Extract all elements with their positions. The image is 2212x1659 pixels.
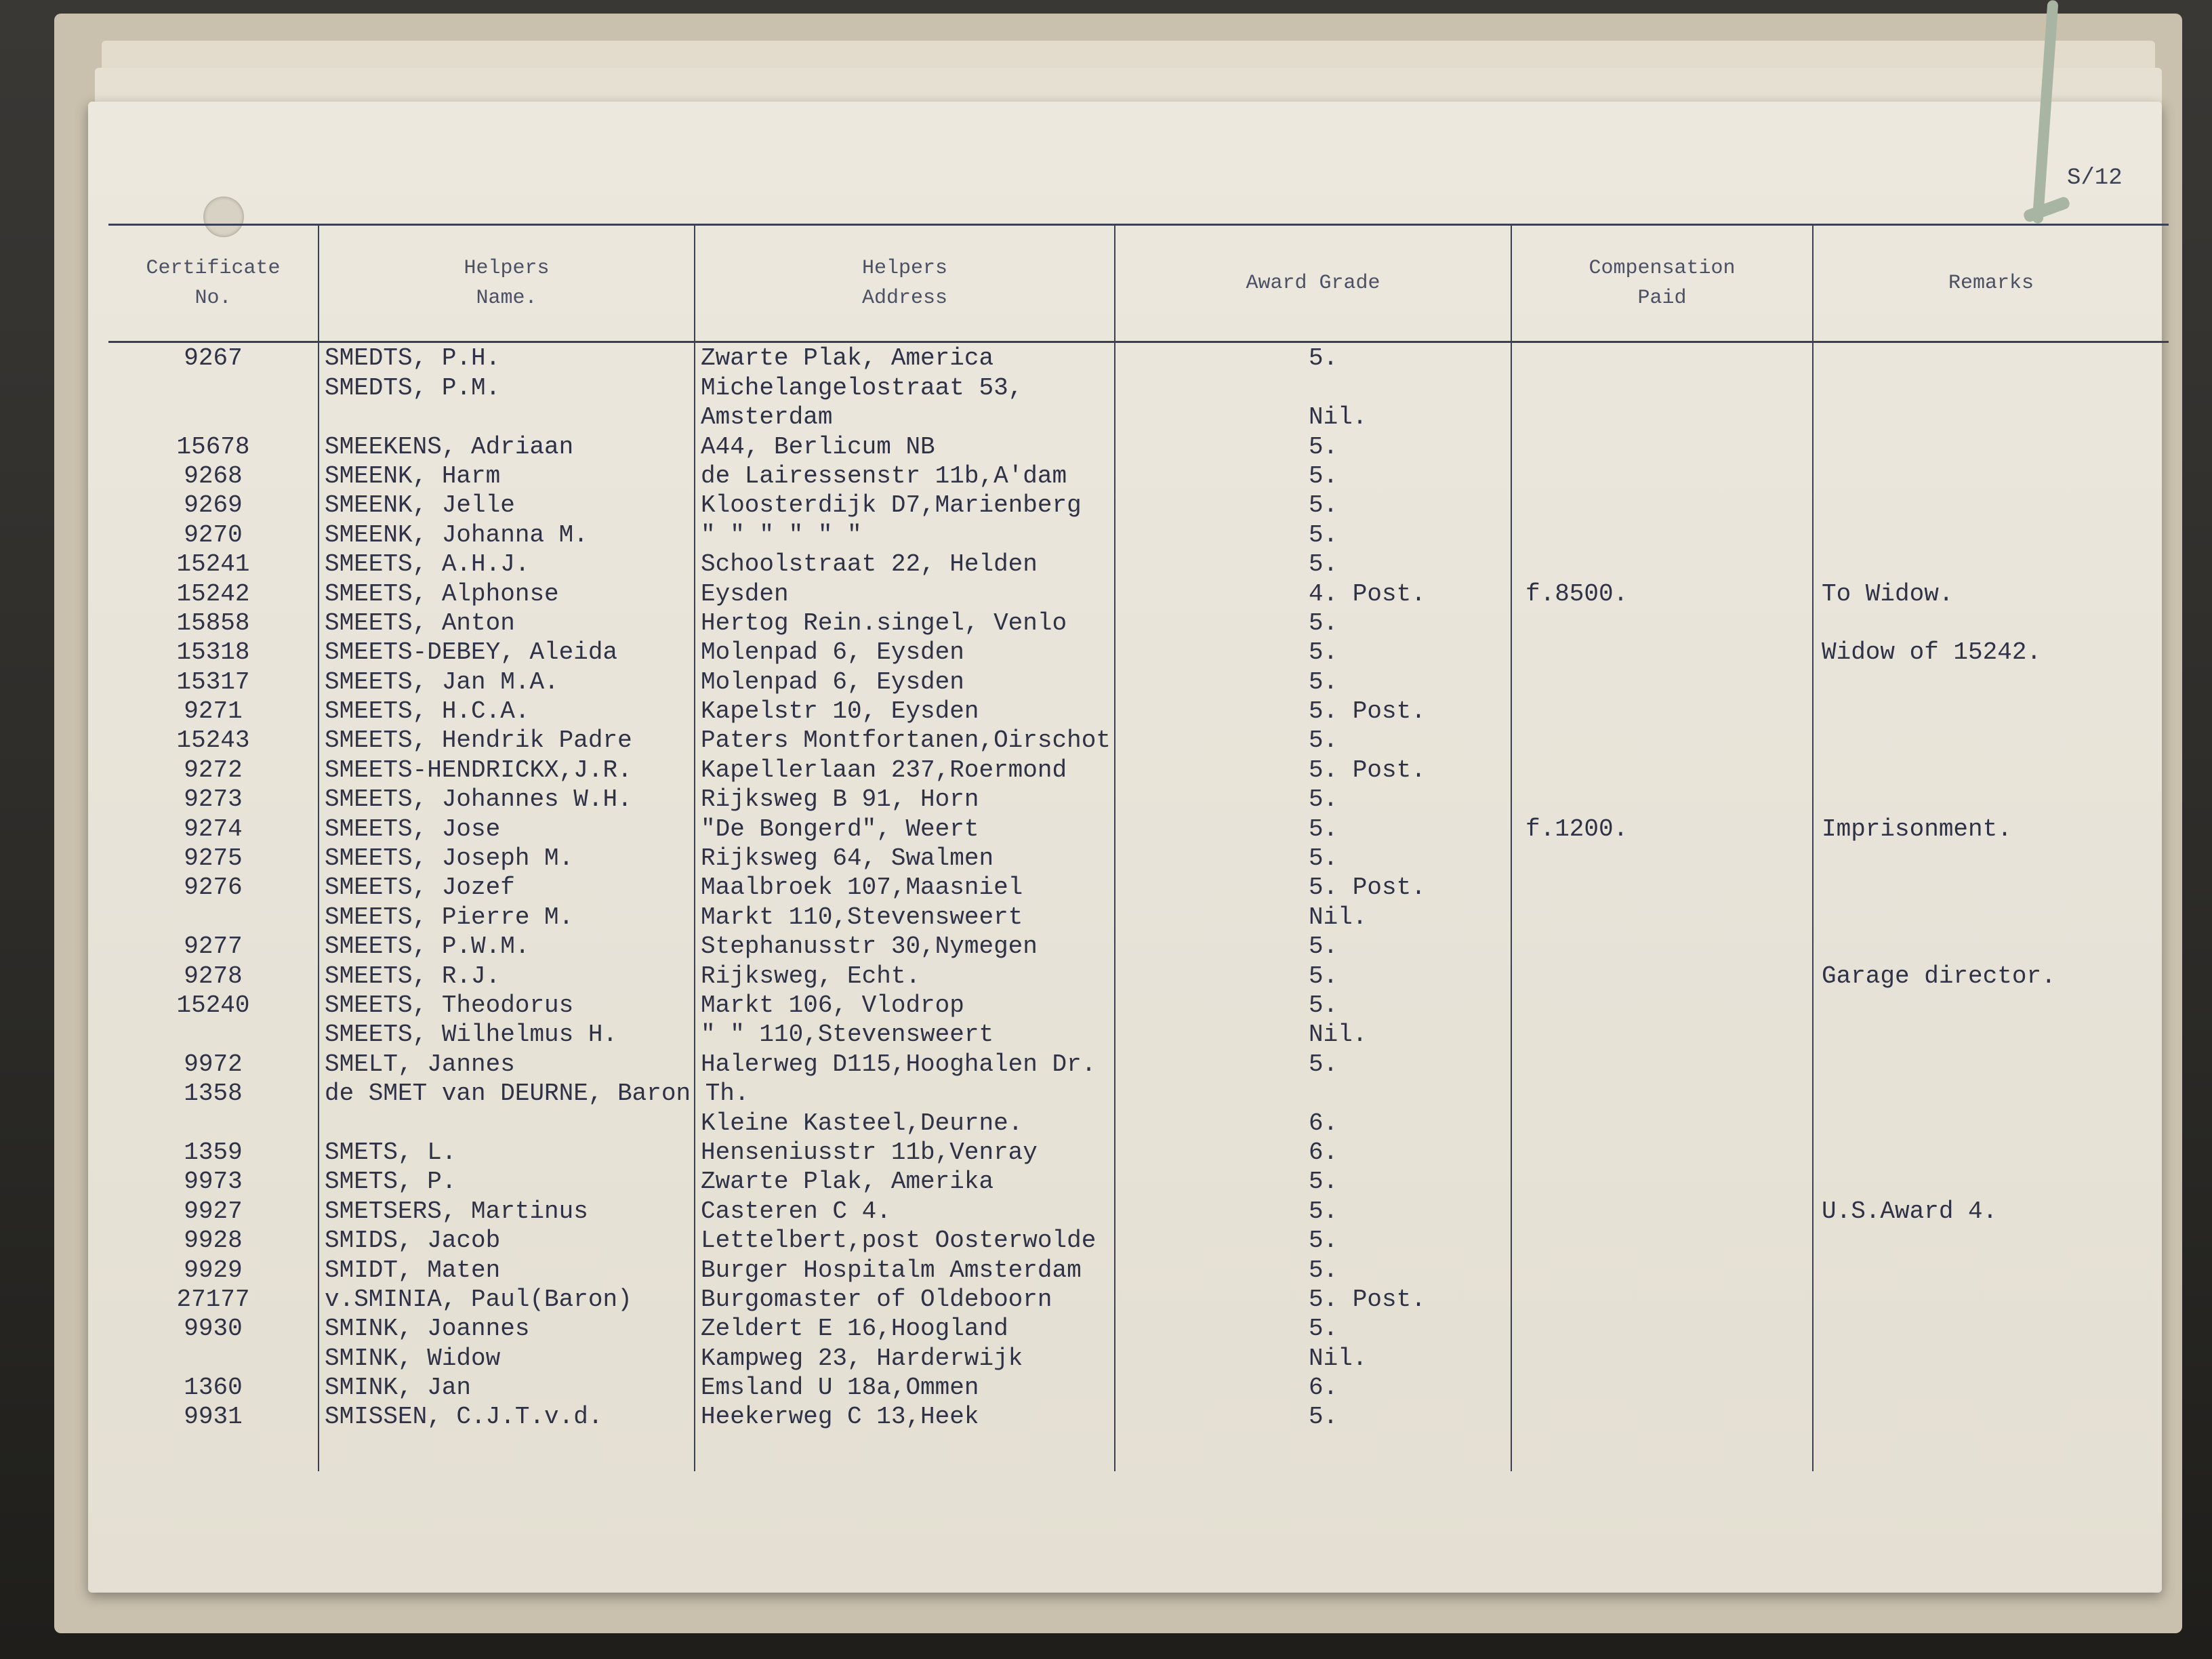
compensation-paid xyxy=(1511,1284,1813,1313)
certificate-number xyxy=(108,1343,319,1372)
compensation-paid xyxy=(1511,1137,1813,1166)
table-row xyxy=(108,784,2169,813)
award-grade: 5. xyxy=(1115,519,1511,548)
empty-cell xyxy=(695,1431,1115,1471)
helper-name: SMEETS-HENDRICKX,J.R. xyxy=(319,754,695,783)
award-grade: 5. xyxy=(1115,960,1511,989)
helper-address: Amsterdam xyxy=(695,402,1115,431)
helper-name: SMETSERS, Martinus xyxy=(319,1195,695,1225)
table-row xyxy=(108,696,2169,725)
helper-address: de Lairessenstr 11b,A'dam xyxy=(695,461,1115,490)
empty-cell xyxy=(1115,1431,1511,1471)
register-rows xyxy=(108,342,2169,1472)
remarks xyxy=(1813,666,2169,695)
award-grade: 5. xyxy=(1115,342,1511,373)
award-grade: 5. xyxy=(1115,1313,1511,1343)
compensation-paid xyxy=(1511,990,1813,1019)
award-grade xyxy=(1115,1078,1511,1107)
award-grade: 6. xyxy=(1115,1372,1511,1401)
award-grade: 5. Post. xyxy=(1115,696,1511,725)
helper-name: SMEETS, R.J. xyxy=(319,960,695,989)
award-grade: 5. xyxy=(1115,431,1511,460)
helper-name: SMEETS-DEBEY, Aleida xyxy=(319,637,695,666)
table-row xyxy=(108,578,2169,607)
helper-name: SMEDTS, P.H. xyxy=(319,342,695,373)
table-row xyxy=(108,725,2169,754)
helper-address: Emsland U 18a,Ommen xyxy=(695,1372,1115,1401)
helper-address: Henseniusstr 11b,Venray xyxy=(695,1137,1115,1166)
helper-address: Rijksweg 64, Swalmen xyxy=(695,843,1115,872)
remarks xyxy=(1813,431,2169,460)
remarks: Imprisonment. xyxy=(1813,813,2169,842)
helper-address: Heekerweg C 13,Heek xyxy=(695,1401,1115,1431)
award-grade: 5. xyxy=(1115,813,1511,842)
remarks xyxy=(1813,872,2169,901)
remarks xyxy=(1813,1313,2169,1343)
helper-name: SMEETS, Pierre M. xyxy=(319,901,695,930)
empty-cell xyxy=(319,1431,695,1471)
table-row xyxy=(108,813,2169,842)
remarks xyxy=(1813,490,2169,519)
compensation-paid xyxy=(1511,1166,1813,1195)
table-row xyxy=(108,990,2169,1019)
helper-name: SMIDT, Maten xyxy=(319,1254,695,1284)
table-row xyxy=(108,901,2169,930)
remarks: Widow of 15242. xyxy=(1813,637,2169,666)
compensation-paid: f.1200. xyxy=(1511,813,1813,842)
award-grade: 5. xyxy=(1115,637,1511,666)
table-row xyxy=(108,843,2169,872)
certificate-number: 9931 xyxy=(184,1403,243,1431)
certificate-number: 15317 xyxy=(176,668,250,696)
certificate-number: 9274 xyxy=(184,815,243,843)
table-row xyxy=(108,402,2169,431)
helper-name: SMEETS, Johannes W.H. xyxy=(319,784,695,813)
helpers-register-table xyxy=(108,224,2169,1471)
award-grade: 5. xyxy=(1115,990,1511,1019)
table-row xyxy=(108,1019,2169,1048)
table-row-spacer xyxy=(108,1431,2169,1471)
compensation-paid xyxy=(1511,931,1813,960)
remarks xyxy=(1813,519,2169,548)
compensation-paid xyxy=(1511,637,1813,666)
compensation-paid xyxy=(1511,402,1813,431)
remarks xyxy=(1813,696,2169,725)
award-grade: 5. xyxy=(1115,1401,1511,1431)
certificate-number: 1359 xyxy=(184,1138,243,1166)
award-grade: Nil. xyxy=(1115,1019,1511,1048)
table-row xyxy=(108,372,2169,401)
compensation-paid xyxy=(1511,696,1813,725)
table-row xyxy=(108,608,2169,637)
helper-name: SMEENK, Johanna M. xyxy=(319,519,695,548)
helper-address: Paters Montfortanen,Oirschot xyxy=(695,725,1115,754)
helper-address: "De Bongerd", Weert xyxy=(695,813,1115,842)
remarks xyxy=(1813,372,2169,401)
certificate-number: 9273 xyxy=(184,785,243,814)
award-grade: 4. Post. xyxy=(1115,578,1511,607)
certificate-number xyxy=(108,372,319,401)
helper-name: SMEETS, Joseph M. xyxy=(319,843,695,872)
helper-address: Markt 106, Vlodrop xyxy=(695,990,1115,1019)
certificate-number: 15678 xyxy=(176,432,250,461)
table-row xyxy=(108,1343,2169,1372)
helper-address: Molenpad 6, Eysden xyxy=(695,637,1115,666)
remarks xyxy=(1813,1284,2169,1313)
compensation-paid xyxy=(1511,1254,1813,1284)
helper-name: SMEETS, P.W.M. xyxy=(319,931,695,960)
compensation-paid xyxy=(1511,342,1813,373)
compensation-paid xyxy=(1511,901,1813,930)
table-row xyxy=(108,342,2169,373)
helper-name: SMEETS, Hendrik Padre xyxy=(319,725,695,754)
helper-address: Halerweg D115,Hooghalen Dr. xyxy=(695,1048,1115,1078)
helper-address: Eysden xyxy=(695,578,1115,607)
remarks xyxy=(1813,725,2169,754)
page-reference: S/12 xyxy=(2067,165,2123,191)
table-row xyxy=(108,872,2169,901)
compensation-paid xyxy=(1511,784,1813,813)
column-header-award-grade: Award Grade xyxy=(1115,225,1511,342)
helper-name xyxy=(319,1107,695,1136)
table-row xyxy=(108,431,2169,460)
award-grade: 5. xyxy=(1115,1254,1511,1284)
award-grade: 5. xyxy=(1115,608,1511,637)
award-grade: 6. xyxy=(1115,1107,1511,1136)
compensation-paid xyxy=(1511,1048,1813,1078)
remarks xyxy=(1813,843,2169,872)
helper-address: Maalbroek 107,Maasniel xyxy=(695,872,1115,901)
certificate-number: 9276 xyxy=(184,874,243,902)
remarks xyxy=(1813,754,2169,783)
helper-name: SMINK, Joannes xyxy=(319,1313,695,1343)
helper-name: SMEETS, Jan M.A. xyxy=(319,666,695,695)
helper-address: " " " " " " xyxy=(695,519,1115,548)
helper-address: Molenpad 6, Eysden xyxy=(695,666,1115,695)
certificate-number xyxy=(108,1019,319,1048)
remarks xyxy=(1813,1166,2169,1195)
remarks xyxy=(1813,1225,2169,1254)
compensation-paid: f.8500. xyxy=(1511,578,1813,607)
remarks xyxy=(1813,1343,2169,1372)
award-grade: Nil. xyxy=(1115,1343,1511,1372)
compensation-paid xyxy=(1511,608,1813,637)
helper-address: Burger Hospitalm Amsterdam xyxy=(695,1254,1115,1284)
award-grade: 5. xyxy=(1115,490,1511,519)
helper-name: SMEEKENS, Adriaan xyxy=(319,431,695,460)
compensation-paid xyxy=(1511,1372,1813,1401)
helper-address: " " 110,Stevensweert xyxy=(695,1019,1115,1048)
remarks: U.S.Award 4. xyxy=(1813,1195,2169,1225)
helper-address: Lettelbert,post Oosterwolde xyxy=(695,1225,1115,1254)
helper-name: SMINK, Widow xyxy=(319,1343,695,1372)
helper-address: Hertog Rein.singel, Venlo xyxy=(695,608,1115,637)
compensation-paid xyxy=(1511,725,1813,754)
award-grade: 5. xyxy=(1115,1195,1511,1225)
certificate-number: 15858 xyxy=(176,609,250,637)
helper-name: SMISSEN, C.J.T.v.d. xyxy=(319,1401,695,1431)
remarks xyxy=(1813,1078,2169,1107)
helper-name: SMEETS, Jozef xyxy=(319,872,695,901)
certificate-number: 9278 xyxy=(184,962,243,990)
remarks xyxy=(1813,608,2169,637)
helper-name: SMEETS, H.C.A. xyxy=(319,696,695,725)
certificate-number: 9928 xyxy=(184,1227,243,1255)
helper-name: SMETS, L. xyxy=(319,1137,695,1166)
helper-name: SMEDTS, P.M. xyxy=(319,372,695,401)
compensation-paid xyxy=(1511,666,1813,695)
award-grade: 5. xyxy=(1115,784,1511,813)
certificate-number: 1360 xyxy=(184,1374,243,1402)
certificate-number: 9930 xyxy=(184,1315,243,1343)
remarks xyxy=(1813,1048,2169,1078)
table-row xyxy=(108,1284,2169,1313)
helper-name: SMEETS, Anton xyxy=(319,608,695,637)
helper-address: Rijksweg B 91, Horn xyxy=(695,784,1115,813)
table-row xyxy=(108,1137,2169,1166)
table-row xyxy=(108,1313,2169,1343)
compensation-paid xyxy=(1511,754,1813,783)
certificate-number: 9267 xyxy=(184,344,243,373)
helper-address xyxy=(695,1078,1115,1107)
helper-name: SMEETS, Wilhelmus H. xyxy=(319,1019,695,1048)
helper-name: SMEETS, Theodorus xyxy=(319,990,695,1019)
compensation-paid xyxy=(1511,1343,1813,1372)
helper-name: SMEETS, Alphonse xyxy=(319,578,695,607)
helper-address: Zwarte Plak, America xyxy=(695,342,1115,373)
award-grade: 5. Post. xyxy=(1115,872,1511,901)
table-header-row xyxy=(108,225,2169,342)
award-grade: 5. Post. xyxy=(1115,754,1511,783)
table-row xyxy=(108,519,2169,548)
award-grade: 5. xyxy=(1115,1048,1511,1078)
table-row xyxy=(108,1078,2169,1107)
award-grade xyxy=(1115,372,1511,401)
certificate-number: 15240 xyxy=(176,991,250,1019)
helper-name: v.SMINIA, Paul(Baron) xyxy=(319,1284,695,1313)
compensation-paid xyxy=(1511,1107,1813,1136)
certificate-number: 9271 xyxy=(184,697,243,726)
helper-address: Schoolstraat 22, Helden xyxy=(695,549,1115,578)
compensation-paid xyxy=(1511,461,1813,490)
helper-address: Zeldert E 16,Hoogland xyxy=(695,1313,1115,1343)
certificate-number: 9973 xyxy=(184,1168,243,1196)
certificate-number: 9929 xyxy=(184,1256,243,1284)
remarks xyxy=(1813,549,2169,578)
table-row xyxy=(108,1372,2169,1401)
remarks xyxy=(1813,1401,2169,1431)
certificate-number: 15241 xyxy=(176,550,250,579)
compensation-paid xyxy=(1511,372,1813,401)
helper-address: Kampweg 23, Harderwijk xyxy=(695,1343,1115,1372)
certificate-number: 15243 xyxy=(176,726,250,755)
compensation-paid xyxy=(1511,843,1813,872)
column-header-address: Helpers Address xyxy=(695,225,1115,342)
remarks: Garage director. xyxy=(1813,960,2169,989)
certificate-number xyxy=(108,1107,319,1136)
helper-name: SMELT, Jannes xyxy=(319,1048,695,1078)
compensation-paid xyxy=(1511,872,1813,901)
empty-cell xyxy=(1813,1431,2169,1471)
compensation-paid xyxy=(1511,1313,1813,1343)
helper-address: Burgomaster of Oldeboorn xyxy=(695,1284,1115,1313)
column-header-certificate: Certificate No. xyxy=(108,225,319,342)
empty-cell xyxy=(1511,1431,1813,1471)
table-row xyxy=(108,1225,2169,1254)
remarks xyxy=(1813,402,2169,431)
certificate-number: 9269 xyxy=(184,491,243,520)
table-row xyxy=(108,1048,2169,1078)
award-grade: 5. xyxy=(1115,666,1511,695)
helper-address: Zwarte Plak, Amerika xyxy=(695,1166,1115,1195)
award-grade: 5. xyxy=(1115,1225,1511,1254)
remarks xyxy=(1813,784,2169,813)
helper-name: SMEETS, A.H.J. xyxy=(319,549,695,578)
table-row xyxy=(108,754,2169,783)
helper-name: SMETS, P. xyxy=(319,1166,695,1195)
table-row xyxy=(108,1195,2169,1225)
column-header-name: Helpers Name. xyxy=(319,225,695,342)
award-grade: 5. Post. xyxy=(1115,1284,1511,1313)
remarks: To Widow. xyxy=(1813,578,2169,607)
compensation-paid xyxy=(1511,1195,1813,1225)
compensation-paid xyxy=(1511,1225,1813,1254)
remarks xyxy=(1813,931,2169,960)
remarks xyxy=(1813,1019,2169,1048)
award-grade: 6. xyxy=(1115,1137,1511,1166)
compensation-paid xyxy=(1511,519,1813,548)
helper-name: SMIDS, Jacob xyxy=(319,1225,695,1254)
remarks xyxy=(1813,1137,2169,1166)
helper-address: Rijksweg, Echt. xyxy=(695,960,1115,989)
certificate-number: 15318 xyxy=(176,638,250,667)
remarks xyxy=(1813,1107,2169,1136)
table-row xyxy=(108,931,2169,960)
compensation-paid xyxy=(1511,1401,1813,1431)
certificate-number: 9927 xyxy=(184,1197,243,1225)
remarks xyxy=(1813,461,2169,490)
certificate-number: 27177 xyxy=(176,1285,250,1313)
compensation-paid xyxy=(1511,960,1813,989)
helper-name: SMEETS, Jose xyxy=(319,813,695,842)
certificate-number: 9275 xyxy=(184,844,243,873)
empty-cell xyxy=(108,1431,319,1471)
helper-name xyxy=(319,402,695,431)
remarks xyxy=(1813,1254,2169,1284)
certificate-number: 9972 xyxy=(184,1050,243,1078)
table-row xyxy=(108,1254,2169,1284)
certificate-number: 9268 xyxy=(184,462,243,490)
helper-name: SMEENK, Jelle xyxy=(319,490,695,519)
award-grade: 5. xyxy=(1115,725,1511,754)
certificate-number xyxy=(108,402,319,431)
remarks xyxy=(1813,990,2169,1019)
table-row xyxy=(108,1107,2169,1136)
certificate-number: 9272 xyxy=(184,756,243,784)
helper-address: Stephanusstr 30,Nymegen xyxy=(695,931,1115,960)
compensation-paid xyxy=(1511,1078,1813,1107)
award-grade: 5. xyxy=(1115,549,1511,578)
helper-address: Kapelstr 10, Eysden xyxy=(695,696,1115,725)
remarks xyxy=(1813,342,2169,373)
award-grade: Nil. xyxy=(1115,901,1511,930)
compensation-paid xyxy=(1511,431,1813,460)
table-row xyxy=(108,666,2169,695)
award-grade: 5. xyxy=(1115,1166,1511,1195)
award-grade: 5. xyxy=(1115,843,1511,872)
helper-name: de SMET van DEURNE, Baron Th. xyxy=(319,1078,695,1107)
table-row xyxy=(108,549,2169,578)
certificate-number: 15242 xyxy=(176,579,250,608)
compensation-paid xyxy=(1511,490,1813,519)
helper-address: Kapellerlaan 237,Roermond xyxy=(695,754,1115,783)
award-grade: 5. xyxy=(1115,461,1511,490)
helper-name: SMEENK, Harm xyxy=(319,461,695,490)
certificate-number xyxy=(108,901,319,930)
helper-name: SMINK, Jan xyxy=(319,1372,695,1401)
award-grade: Nil. xyxy=(1115,402,1511,431)
column-header-compensation: Compensation Paid xyxy=(1511,225,1813,342)
table-row xyxy=(108,490,2169,519)
helper-address: A44, Berlicum NB xyxy=(695,431,1115,460)
remarks xyxy=(1813,1372,2169,1401)
certificate-number: 1358 xyxy=(184,1080,243,1108)
remarks xyxy=(1813,901,2169,930)
table-row xyxy=(108,461,2169,490)
helper-address: Casteren C 4. xyxy=(695,1195,1115,1225)
table-row xyxy=(108,1401,2169,1431)
table-row xyxy=(108,960,2169,989)
certificate-number: 9270 xyxy=(184,520,243,549)
award-grade: 5. xyxy=(1115,931,1511,960)
compensation-paid xyxy=(1511,1019,1813,1048)
certificate-number: 9277 xyxy=(184,933,243,961)
compensation-paid xyxy=(1511,549,1813,578)
helper-address: Michelangelostraat 53, xyxy=(695,372,1115,401)
helper-address: Kloosterdijk D7,Marienberg xyxy=(695,490,1115,519)
column-header-remarks: Remarks xyxy=(1813,225,2169,342)
helper-address: Kleine Kasteel,Deurne. xyxy=(695,1107,1115,1136)
table-row xyxy=(108,637,2169,666)
table-row xyxy=(108,1166,2169,1195)
helper-address: Markt 110,Stevensweert xyxy=(695,901,1115,930)
